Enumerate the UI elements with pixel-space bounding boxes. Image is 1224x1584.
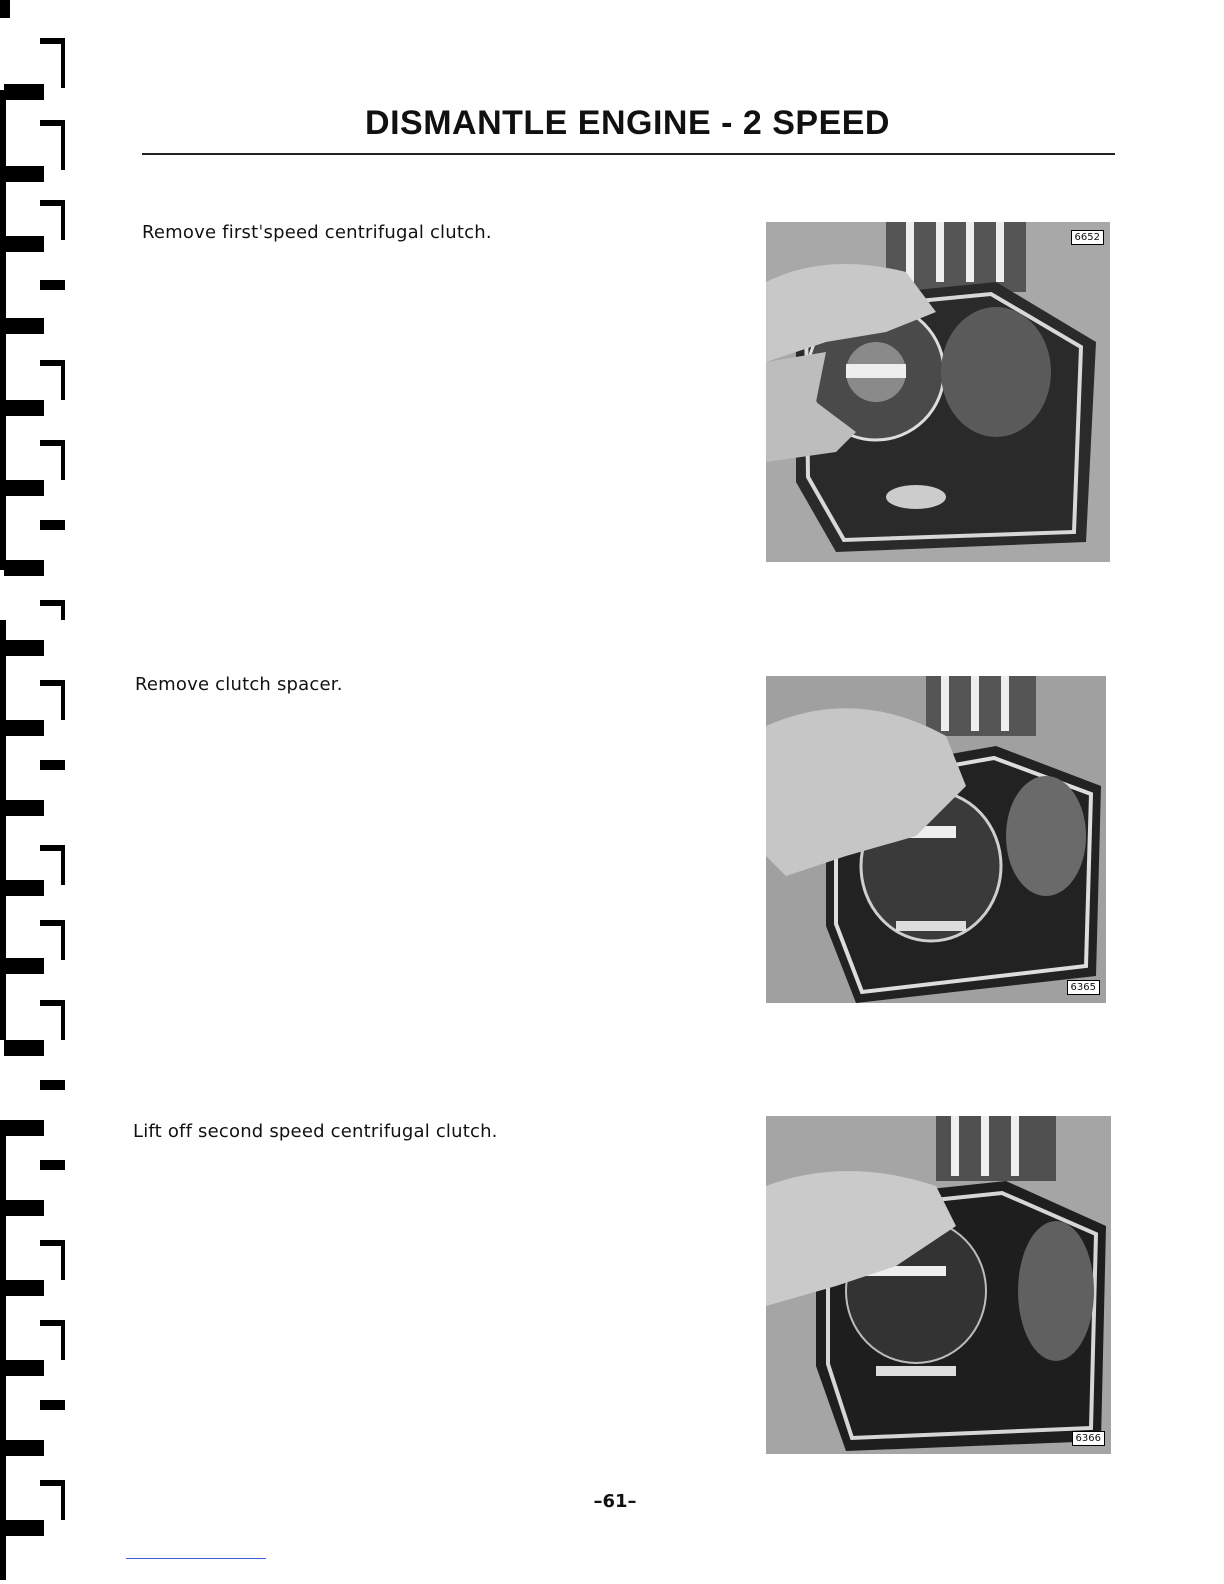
title-divider — [142, 153, 1115, 155]
step-3-text: Lift off second speed centrifugal clutch. — [133, 1121, 498, 1142]
step-3-photo — [766, 1116, 1111, 1454]
step-1-photo — [766, 222, 1110, 562]
step-1-photo-id: 6652 — [1071, 230, 1104, 245]
step-1-text: Remove firstˈspeed centrifugal clutch. — [142, 222, 492, 243]
step-2-text: Remove clutch spacer. — [135, 674, 343, 695]
step-2-photo-id: 6365 — [1067, 980, 1100, 995]
page-title: DISMANTLE ENGINE - 2 SPEED — [365, 104, 890, 142]
footer-line — [126, 1558, 266, 1559]
step-3-photo-id: 6366 — [1072, 1431, 1105, 1446]
step-2-photo — [766, 676, 1106, 1003]
spiral-binding — [0, 0, 70, 1584]
page-number: –61– — [593, 1491, 637, 1512]
